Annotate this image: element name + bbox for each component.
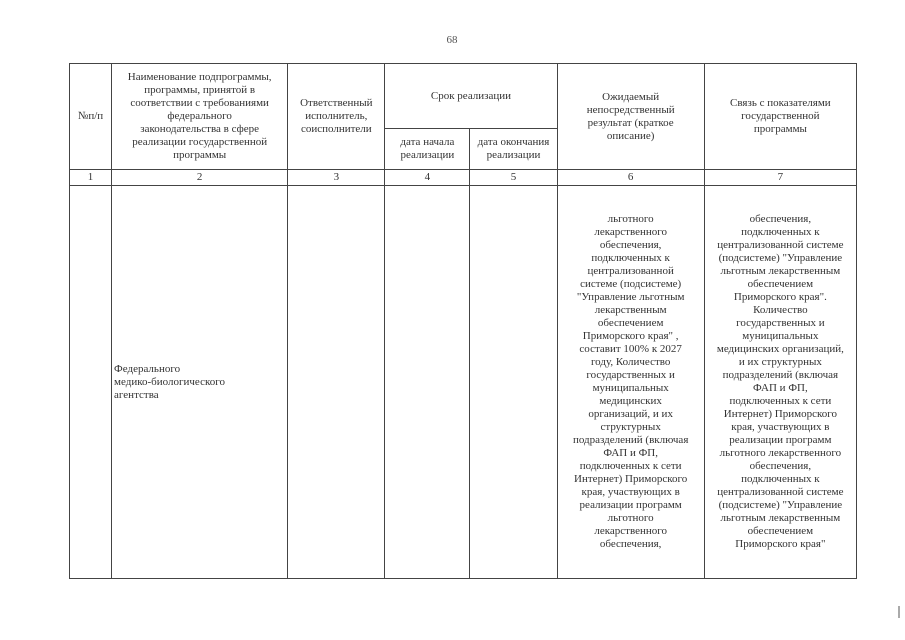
- column-number: 1: [70, 170, 112, 186]
- cell-link: обеспечения, подключенных к централизованной системе (подсистеме) "Управление льготным лекарственным обеспечением Приморского края". Количество государственных и муниципальных медицинских организаций, и их структурных подразделений (включая ФАП и ФП, подключенных к сети Интернет) Приморского края, участвующих в реализации программ льготного лекарственного обеспечения, подключенных к централизованной системе (подсистеме) "Управление льготным лекарственным обеспечением Приморского края": [704, 186, 856, 579]
- header-result: Ожидаемый непосредственный результат (краткое описание): [557, 64, 704, 170]
- program-table: [69, 63, 857, 579]
- column-number: 7: [704, 170, 856, 186]
- cell-executor: [288, 186, 385, 579]
- column-number: 2: [112, 170, 288, 186]
- column-number: 4: [385, 170, 470, 186]
- cell-start-date: [385, 186, 470, 579]
- page-number: 68: [446, 34, 458, 46]
- header-start-date: дата начала реализации: [385, 129, 470, 170]
- table-row: [70, 186, 857, 579]
- cell-end-date: [470, 186, 557, 579]
- column-number: 6: [557, 170, 704, 186]
- cell-name: Федерального медико-биологического агентства: [112, 186, 288, 579]
- header-term: Срок реализации: [385, 64, 557, 129]
- column-number: 5: [470, 170, 557, 186]
- header-executor: Ответственный исполнитель, соисполнители: [288, 64, 385, 170]
- table-header-row: [70, 64, 857, 129]
- cell-num: [70, 186, 112, 579]
- header-name: Наименование подпрограммы, программы, принятой в соответствии с требованиями федерального законодательства в сфере реализации государственной программы: [112, 64, 288, 170]
- column-numbers-row: [70, 170, 857, 186]
- header-end-date: дата окончания реализации: [470, 129, 557, 170]
- column-number: 3: [288, 170, 385, 186]
- scan-edge-mark: [898, 606, 900, 618]
- cell-result: льготного лекарственного обеспечения, подключенных к централизованной системе (подсистеме) "Управление льготным лекарственным обеспечением Приморского края" , составит 100% к 2027 году, Количество государственных и муниципальных медицинских организаций, и их структурных подразделений (включая ФАП и ФП, подключенных к сети Интернет) Приморского края, участвующих в реализации программ льготного лекарственного обеспечения,: [557, 186, 704, 579]
- header-link: Связь с показателями государственной программы: [704, 64, 856, 170]
- header-num: №п/п: [70, 64, 112, 170]
